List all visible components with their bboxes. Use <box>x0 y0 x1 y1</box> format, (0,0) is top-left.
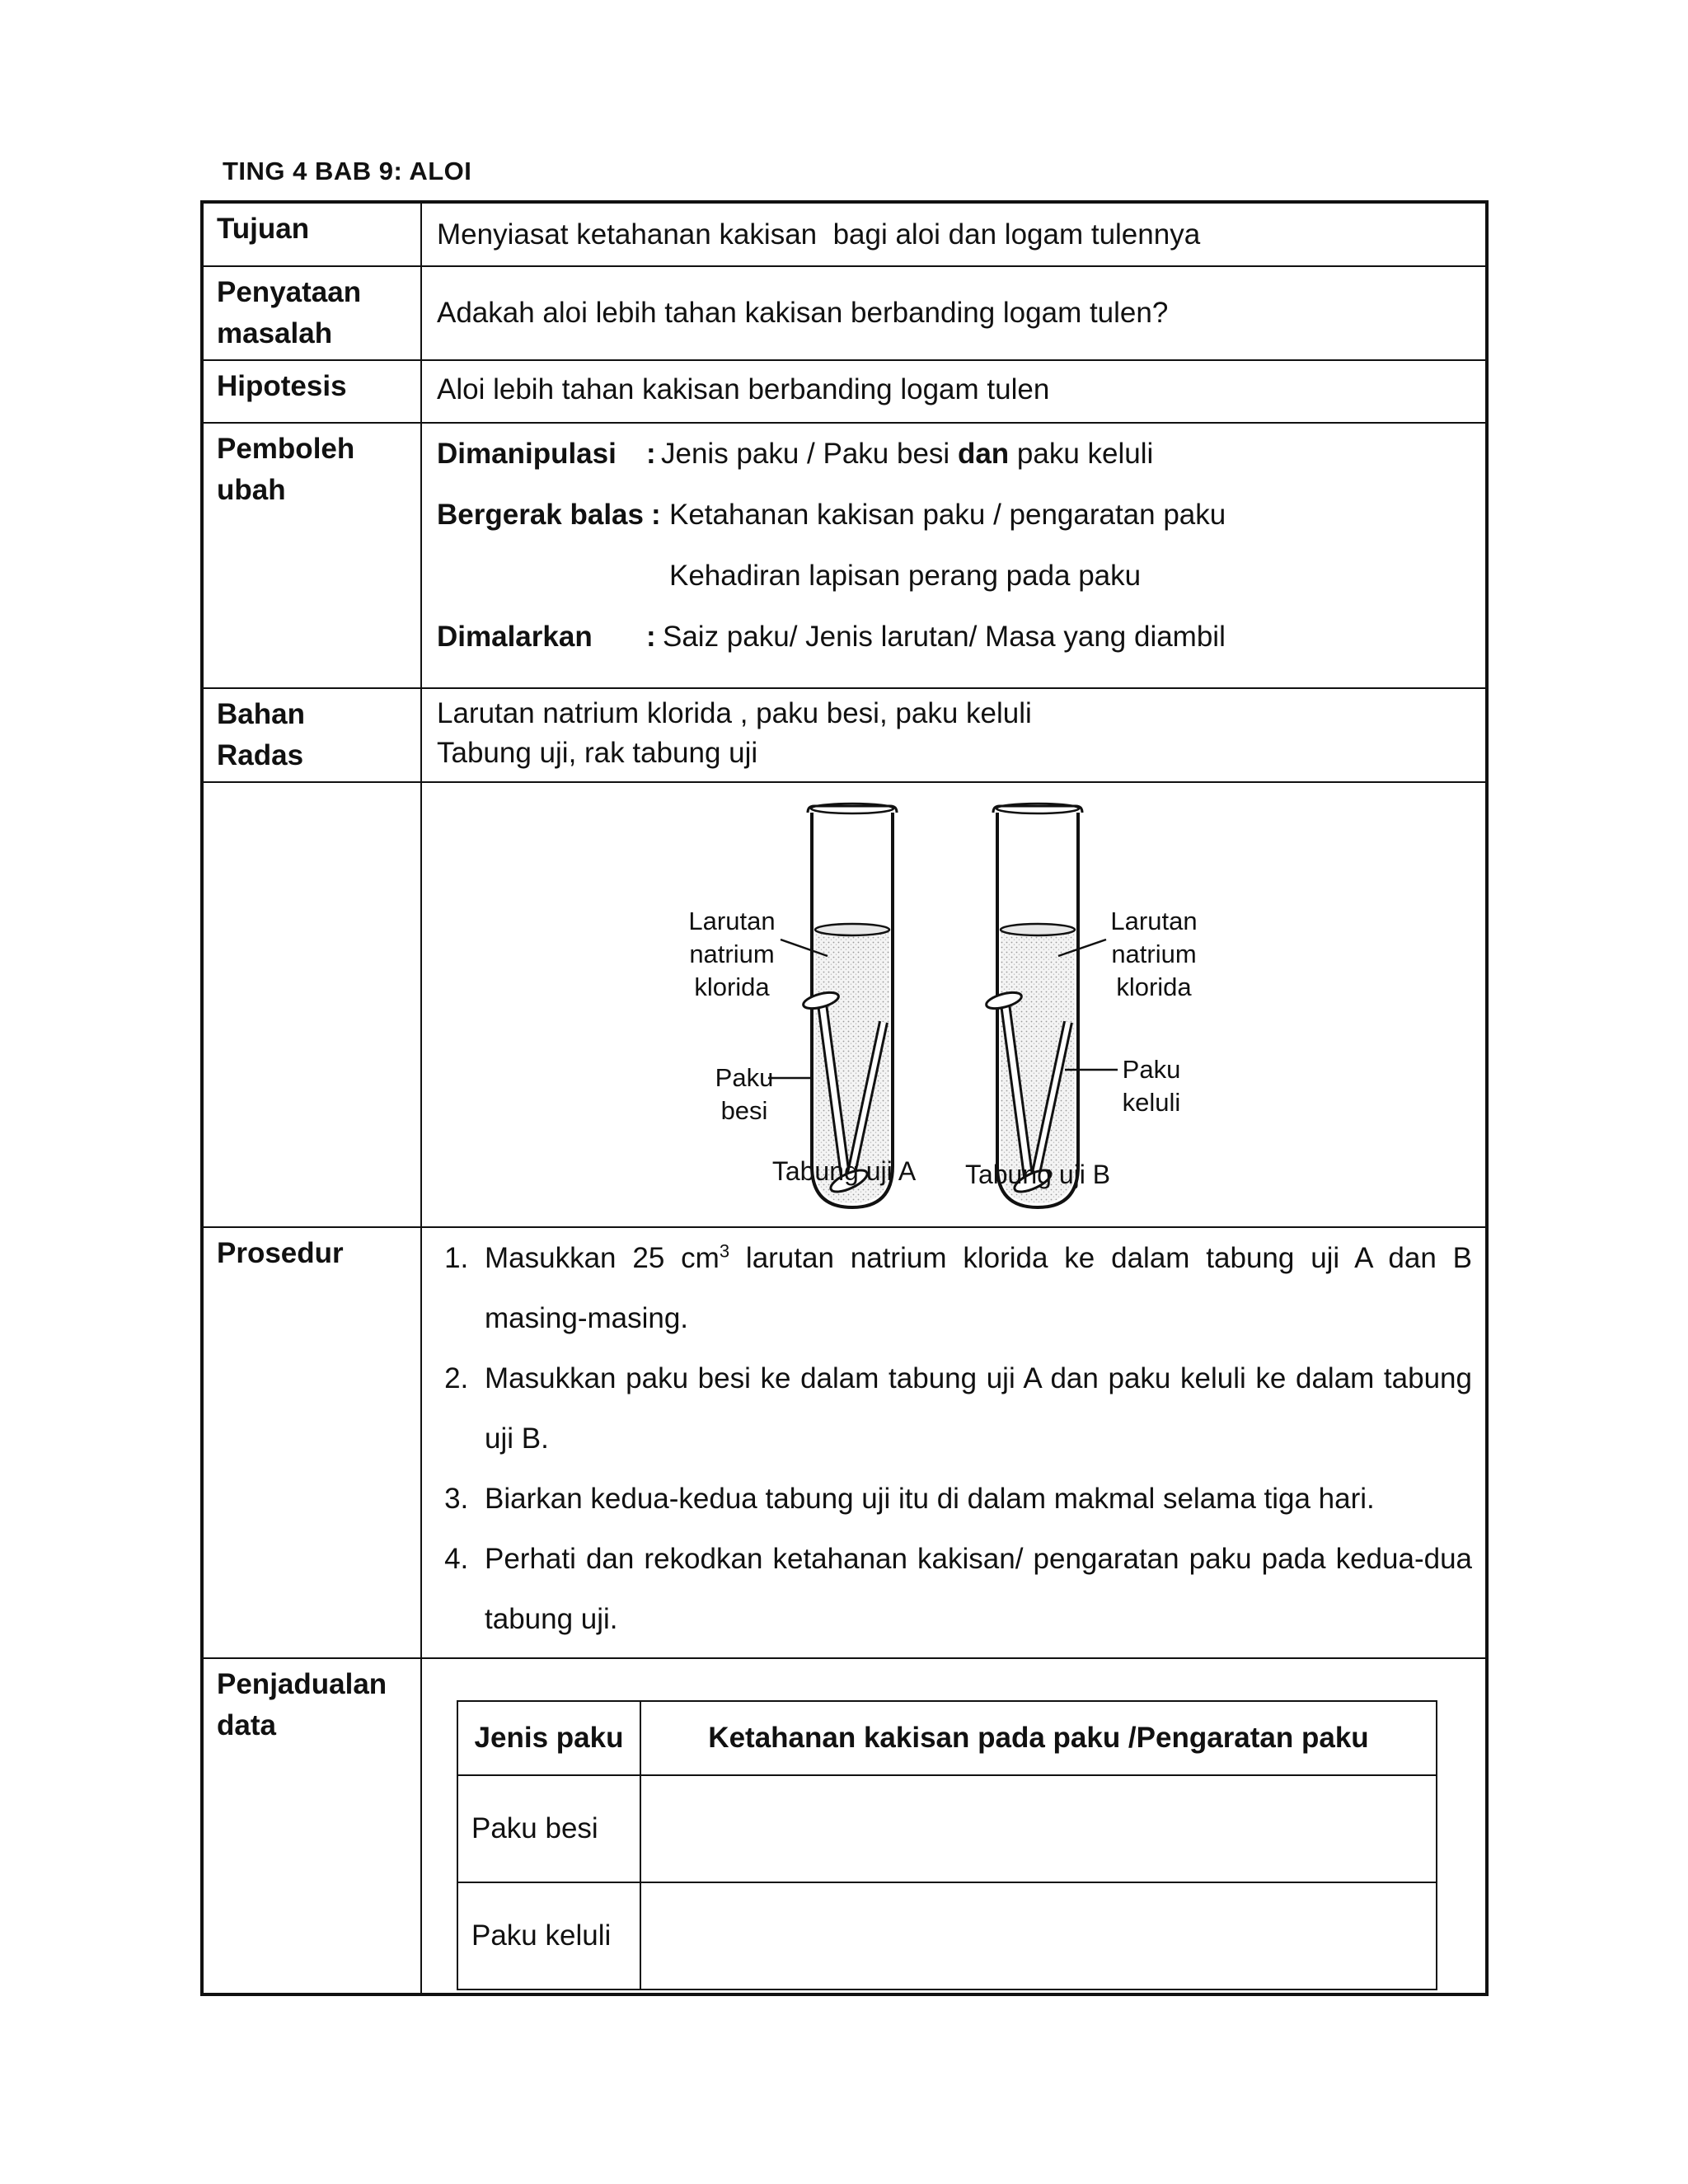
results-col-ketahanan: Ketahanan kakisan pada paku /Pengaratan paku <box>640 1701 1437 1775</box>
var-dimanipulasi <box>437 424 1470 485</box>
label-tujuan: Tujuan <box>202 202 421 266</box>
row-bahan-radas <box>202 688 1487 782</box>
test-tube-a <box>802 804 897 1207</box>
label-bahan-line1: Bahan <box>217 698 305 730</box>
results-col-jenis: Jenis paku <box>457 1701 640 1775</box>
dimalarkan-text: Saiz paku/ Jenis larutan/ Masa yang diambil <box>663 621 1226 653</box>
bergerak-text: Ketahanan kakisan paku / pengaratan paku <box>669 499 1226 531</box>
left-nail-line1: Paku <box>715 1063 774 1092</box>
row-diagram <box>202 782 1487 1227</box>
label-diagram-empty <box>202 782 421 1227</box>
dimalarkan-colon: : <box>646 621 656 653</box>
procedure-step-3: 3. Biarkan kedua-kedua tabung uji itu di dalam makmal selama tiga hari. <box>476 1469 1472 1529</box>
right-solution-line3: klorida <box>1116 972 1192 1001</box>
dimanipulasi-colon: : <box>646 438 656 470</box>
results-cell-besi-observation[interactable] <box>640 1775 1437 1882</box>
dimanipulasi-key: Dimanipulasi <box>437 438 617 470</box>
worksheet-table <box>200 200 1489 1996</box>
results-cell-paku-keluli: Paku keluli <box>457 1882 640 1990</box>
text-tujuan: Menyiasat ketahanan kakisan bagi aloi dan logam tulennya <box>421 202 1487 266</box>
label-prosedur: Prosedur <box>202 1227 421 1658</box>
results-cell-keluli-observation[interactable] <box>640 1882 1437 1990</box>
results-cell-paku-besi: Paku besi <box>457 1775 640 1882</box>
text-penyataan: Adakah aloi lebih tahan kakisan berbanding logam tulen? <box>421 266 1487 360</box>
prosedur-content <box>421 1227 1487 1658</box>
procedure-step-4: 4. Perhati dan rekodkan ketahanan kakisan/ pengaratan paku pada kedua-dua tabung uji. <box>476 1529 1472 1649</box>
var-bergerak-balas <box>437 485 1470 546</box>
test-tube-b <box>985 804 1082 1207</box>
label-penjadualan-line2: data <box>217 1709 276 1741</box>
row-hipotesis <box>202 360 1487 423</box>
page-title: TING 4 BAB 9: ALOI <box>223 157 472 185</box>
results-table <box>457 1700 1437 1990</box>
procedure-list <box>437 1228 1472 1649</box>
row-penyataan <box>202 266 1487 360</box>
apparatus-diagram <box>422 783 1485 1226</box>
caption-tube-a: Tabung uji A <box>771 1156 917 1186</box>
dimanipulasi-text-a: Jenis paku / Paku besi <box>661 438 950 470</box>
results-header-row <box>457 1701 1437 1775</box>
penjadualan-content <box>421 1658 1487 1994</box>
row-pemboleh-ubah <box>202 423 1487 688</box>
left-nail-line2: besi <box>720 1096 768 1125</box>
label-pemboleh <box>202 423 421 688</box>
row-prosedur <box>202 1227 1487 1658</box>
procedure-step-1 <box>476 1228 1472 1348</box>
table-row <box>457 1775 1437 1882</box>
caption-tube-b: Tabung uji B <box>964 1160 1111 1189</box>
apparatus-svg <box>422 783 1491 1226</box>
right-solution-line2: natrium <box>1111 940 1197 968</box>
label-penjadualan-line1: Penjadualan <box>217 1668 387 1700</box>
dimalarkan-key: Dimalarkan <box>437 621 593 653</box>
label-bahan-line2: Radas <box>217 739 304 771</box>
bergerak-key: Bergerak balas <box>437 499 644 531</box>
text-hipotesis: Aloi lebih tahan kakisan berbanding logam tulen <box>421 360 1487 423</box>
diagram-cell <box>421 782 1487 1227</box>
row-penjadualan <box>202 1658 1487 1994</box>
bahan-line1: Larutan natrium klorida , paku besi, paku keluli <box>437 697 1032 729</box>
label-penyataan-line2: masalah <box>217 317 333 349</box>
step1-text-a: Masukkan 25 cm <box>485 1242 720 1274</box>
pemboleh-content <box>421 423 1487 688</box>
label-penyataan-line1: Penyataan <box>217 276 362 308</box>
label-hipotesis: Hipotesis <box>202 360 421 423</box>
label-bahan <box>202 688 421 782</box>
label-pemboleh-line2: ubah <box>217 474 286 506</box>
dimanipulasi-text-b: paku keluli <box>1016 438 1154 470</box>
procedure-step-2: 2. Masukkan paku besi ke dalam tabung uji A dan paku keluli ke dalam tabung uji B. <box>476 1348 1472 1469</box>
bergerak-colon: : <box>651 499 661 531</box>
bahan-content <box>421 688 1487 782</box>
right-solution-line1: Larutan <box>1110 907 1198 935</box>
step1-text-b: larutan natrium klorida ke dalam tabung uji A dan B masing-masing. <box>485 1242 1472 1334</box>
left-solution-line3: klorida <box>694 972 770 1001</box>
bahan-line2: Tabung uji, rak tabung uji <box>437 737 758 769</box>
label-penyataan <box>202 266 421 360</box>
table-row <box>457 1882 1437 1990</box>
step1-superscript: 3 <box>719 1240 730 1262</box>
left-solution-line2: natrium <box>689 940 775 968</box>
right-nail-line2: keluli <box>1122 1088 1181 1117</box>
right-nail-line1: Paku <box>1122 1055 1181 1084</box>
label-penjadualan <box>202 1658 421 1994</box>
left-solution-line1: Larutan <box>688 907 776 935</box>
label-pemboleh-line1: Pemboleh <box>217 433 355 465</box>
bergerak-text2: Kehadiran lapisan perang pada paku <box>669 560 1142 592</box>
row-tujuan <box>202 202 1487 266</box>
dimanipulasi-bold: dan <box>957 438 1010 470</box>
var-dimalarkan <box>437 607 1470 668</box>
